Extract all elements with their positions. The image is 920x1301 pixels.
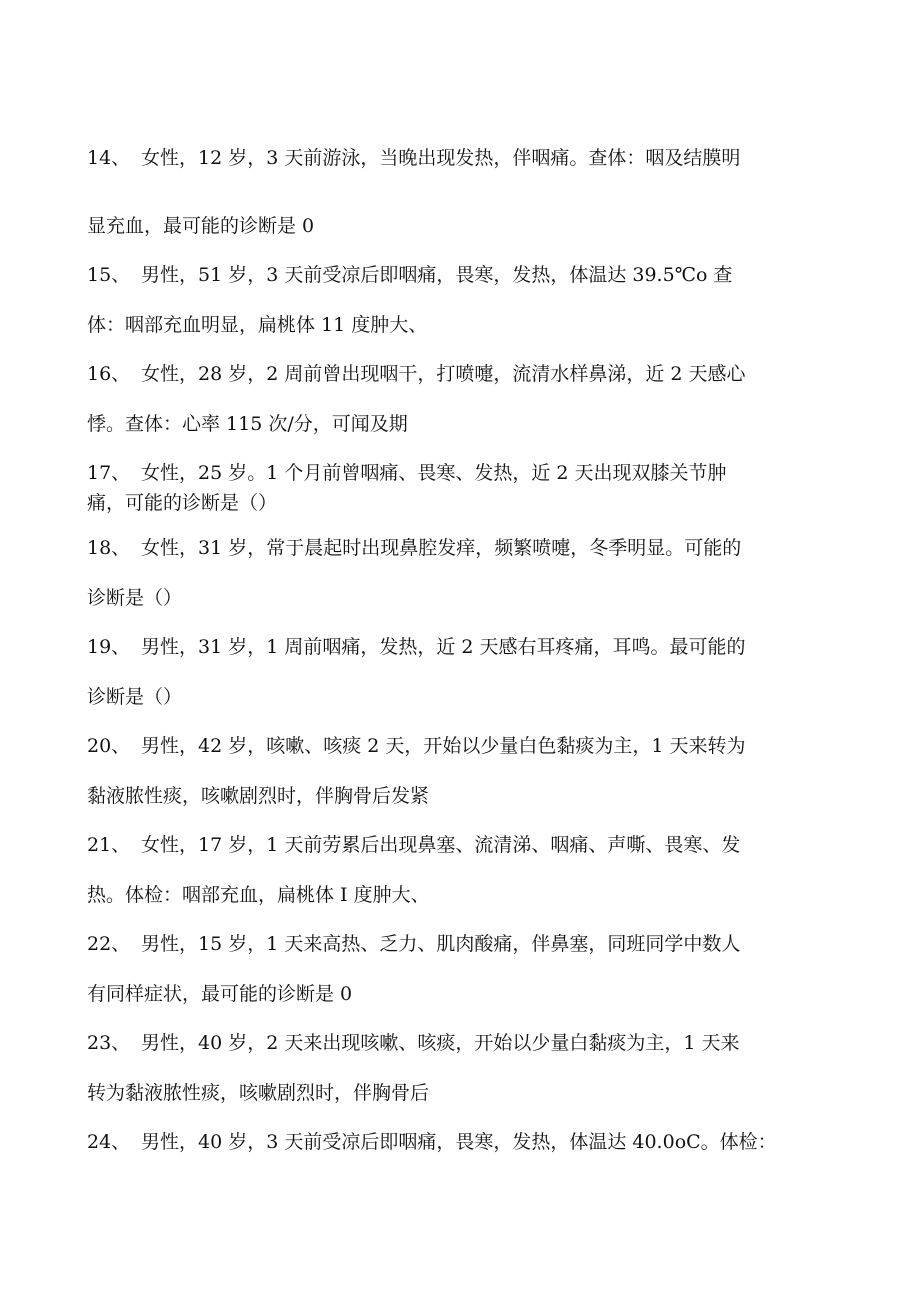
question-line xyxy=(87,461,827,485)
question-line xyxy=(87,932,827,956)
question-number: 14、 xyxy=(87,147,131,169)
question-18 xyxy=(87,536,827,610)
question-continuation: 诊断是（） xyxy=(87,686,183,708)
question-number: 19、 xyxy=(87,636,131,658)
question-text: 女性，17 岁，1 天前劳累后出现鼻塞、流清涕、咽痛、声嘶、畏寒、发 xyxy=(141,834,741,856)
question-text: 女性，31 岁，常于晨起时出现鼻腔发痒，频繁喷嚏，冬季明显。可能的 xyxy=(141,537,742,559)
question-text: 女性，12 岁，3 天前游泳，当晚出现发热，伴咽痛。查体：咽及结膜明 xyxy=(141,147,741,169)
question-text: 男性，40 岁，2 天来出现咳嗽、咳痰，开始以少量白黏痰为主，1 天来 xyxy=(141,1032,740,1054)
question-line xyxy=(87,734,827,758)
question-17 xyxy=(87,461,827,515)
question-21 xyxy=(87,833,827,907)
question-number: 22、 xyxy=(87,933,131,955)
question-line xyxy=(87,1130,827,1154)
question-text: 男性，15 岁，1 天来高热、乏力、肌肉酸痛，伴鼻塞，同班同学中数人 xyxy=(141,933,741,955)
question-text: 女性，28 岁，2 周前曾出现咽干，打喷嚏，流清水样鼻涕，近 2 天感心 xyxy=(141,363,746,385)
question-line xyxy=(87,635,827,659)
question-24 xyxy=(87,1130,827,1154)
question-22 xyxy=(87,932,827,1006)
question-line xyxy=(87,263,827,287)
question-continuation: 有同样症状，最可能的诊断是 0 xyxy=(87,983,353,1005)
question-number: 23、 xyxy=(87,1032,131,1054)
question-text: 男性，42 岁，咳嗽、咳痰 2 天，开始以少量白色黏痰为主，1 天来转为 xyxy=(141,735,746,757)
question-line xyxy=(87,1031,827,1055)
question-text: 男性，51 岁，3 天前受凉后即咽痛，畏寒，发热，体温达 39.5℃o 查 xyxy=(141,264,733,286)
question-continuation: 痛，可能的诊断是（） xyxy=(87,492,278,514)
question-number: 18、 xyxy=(87,537,131,559)
question-line xyxy=(87,833,827,857)
question-16 xyxy=(87,362,827,436)
question-23 xyxy=(87,1031,827,1105)
question-number: 24、 xyxy=(87,1131,131,1153)
question-text: 女性，25 岁。1 个月前曾咽痛、畏寒、发热，近 2 天出现双膝关节肿 xyxy=(141,462,727,484)
question-continuation: 诊断是（） xyxy=(87,587,183,609)
question-text: 男性，40 岁，3 天前受凉后即咽痛，畏寒，发热，体温达 40.0oC。体检： xyxy=(141,1131,777,1153)
question-continuation: 体：咽部充血明显，扁桃体 11 度肿大、 xyxy=(87,314,428,336)
question-20 xyxy=(87,734,827,808)
question-19 xyxy=(87,635,827,709)
question-continuation: 转为黏液脓性痰，咳嗽剧烈时，伴胸骨后 xyxy=(87,1082,430,1104)
question-line xyxy=(87,146,827,170)
question-number: 20、 xyxy=(87,735,131,757)
question-text: 男性，31 岁，1 周前咽痛，发热，近 2 天感右耳疼痛，耳鸣。最可能的 xyxy=(141,636,746,658)
question-number: 16、 xyxy=(87,363,131,385)
question-14 xyxy=(87,146,827,238)
question-continuation: 黏液脓性痰，咳嗽剧烈时，伴胸骨后发紧 xyxy=(87,785,430,807)
question-continuation: 悸。查体：心率 115 次/分，可闻及期 xyxy=(87,413,408,435)
question-15 xyxy=(87,263,827,337)
question-number: 21、 xyxy=(87,834,131,856)
question-number: 17、 xyxy=(87,462,131,484)
question-continuation: 热。体检：咽部充血，扁桃体 I 度肿大、 xyxy=(87,884,430,906)
question-line xyxy=(87,362,827,386)
question-number: 15、 xyxy=(87,264,131,286)
question-continuation: 显充血，最可能的诊断是 0 xyxy=(87,215,315,237)
question-line xyxy=(87,536,827,560)
